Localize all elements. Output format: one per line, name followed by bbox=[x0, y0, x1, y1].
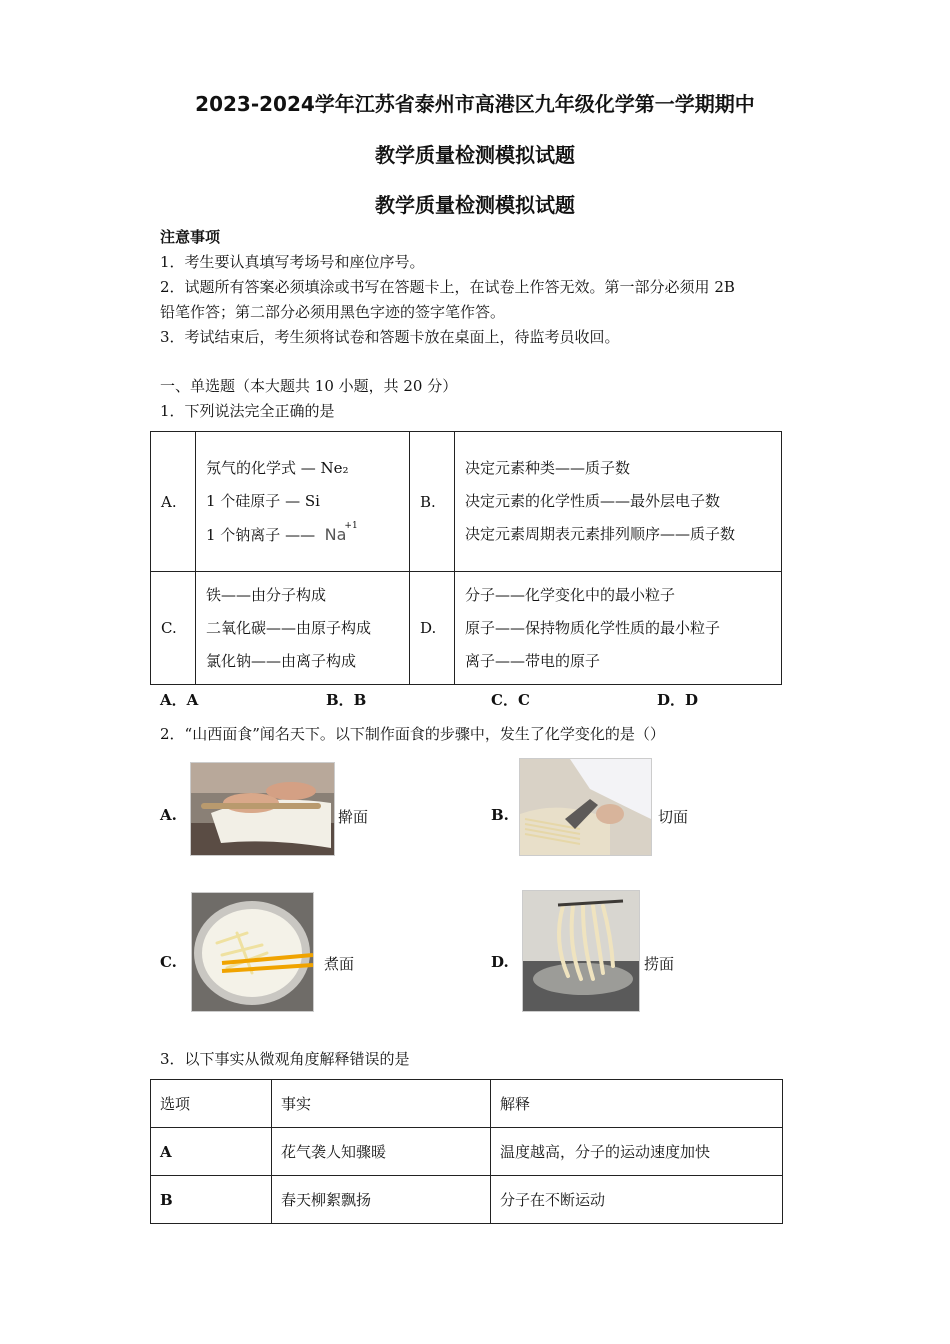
q3-stem: 3．以下事实从微观角度解释错误的是 bbox=[160, 1050, 410, 1068]
q3-header-explanation: 解释 bbox=[491, 1080, 783, 1128]
q3-row-a-explanation: 温度越高，分子的运动速度加快 bbox=[491, 1128, 783, 1176]
q1-b-line-1: 决定元素种类——质子数 bbox=[465, 459, 631, 477]
q1-d-line-1: 分子——化学变化中的最小粒子 bbox=[465, 585, 676, 604]
page-subtitle-repeat: 教学质量检测模拟试题 bbox=[375, 193, 575, 217]
q2-d-caption: 捞面 bbox=[644, 955, 675, 973]
q2-a-caption: 擀面 bbox=[338, 808, 369, 826]
q1-b-label: B. bbox=[410, 432, 455, 572]
q1-c-line-3: 氯化钠——由离子构成 bbox=[206, 651, 357, 670]
q1-c-label: C. bbox=[151, 572, 196, 685]
q1-a-content bbox=[196, 432, 410, 572]
q1-a-label: A. bbox=[151, 432, 196, 572]
notice-item-2b: 铅笔作答；第二部分必须用黑色字迹的签字笔作答。 bbox=[160, 303, 506, 321]
q1-option-d[interactable]: D．D bbox=[657, 691, 699, 709]
q3-row-a-option: A bbox=[151, 1128, 272, 1176]
section-heading: 一、单选题（本大题共 10 小题，共 20 分） bbox=[160, 377, 458, 395]
q1-a-line-3-text: 1 个钠离子 —— bbox=[206, 526, 316, 544]
q1-option-c[interactable]: C．C bbox=[491, 691, 530, 709]
notice-item-3: 3．考试结束后，考生须将试卷和答题卡放在桌面上，待监考员收回。 bbox=[160, 328, 620, 346]
q3-row-b-option: B bbox=[151, 1176, 272, 1224]
q3-row-b-explanation: 分子在不断运动 bbox=[491, 1176, 783, 1224]
q3-header-fact: 事实 bbox=[272, 1080, 491, 1128]
q1-d-content bbox=[455, 572, 782, 685]
q1-stem: 1．下列说法完全正确的是 bbox=[160, 402, 335, 420]
q1-b-line-2: 决定元素的化学性质——最外层电子数 bbox=[465, 492, 721, 510]
q3-row-a-fact: 花气袭人知骤暖 bbox=[272, 1128, 491, 1176]
sodium-ion-charge: +1 bbox=[344, 521, 358, 531]
q1-c-content bbox=[196, 572, 410, 685]
q1-option-a[interactable]: A．A bbox=[160, 691, 199, 709]
q1-d-line-2: 原子——保持物质化学性质的最小粒子 bbox=[465, 618, 721, 637]
q2-b-label[interactable]: B. bbox=[491, 806, 509, 824]
scooping-noodles-photo bbox=[522, 890, 640, 1012]
q3-row-b-fact: 春天柳絮飘扬 bbox=[272, 1176, 491, 1224]
notice-item-1: 1．考生要认真填写考场号和座位序号。 bbox=[160, 253, 425, 271]
q1-c-line-1: 铁——由分子构成 bbox=[206, 585, 327, 604]
cutting-noodles-photo bbox=[519, 758, 652, 856]
q3-header-option: 选项 bbox=[151, 1080, 272, 1128]
page-subtitle: 教学质量检测模拟试题 bbox=[375, 143, 575, 167]
q1-option-b[interactable]: B．B bbox=[326, 691, 367, 709]
q1-c-line-2: 二氧化碳——由原子构成 bbox=[206, 618, 372, 637]
boiling-noodles-photo bbox=[191, 892, 314, 1012]
q2-d-label[interactable]: D. bbox=[491, 953, 509, 971]
q1-options-table bbox=[150, 431, 782, 685]
q1-a-line-1: 氖气的化学式 — Ne₂ bbox=[206, 459, 349, 477]
q2-a-label[interactable]: A. bbox=[160, 806, 177, 824]
q2-stem: 2．“山西面食”闻名天下。以下制作面食的步骤中，发生了化学变化的是（） bbox=[160, 725, 665, 743]
notice-item-2a: 2．试题所有答案必须填涂或书写在答题卡上，在试卷上作答无效。第一部分必须用 2B bbox=[160, 278, 735, 296]
q1-a-line-2: 1 个硅原子 — Si bbox=[206, 492, 320, 510]
q2-b-caption: 切面 bbox=[658, 808, 689, 826]
table-row bbox=[151, 1176, 783, 1224]
notice-heading: 注意事项 bbox=[160, 228, 221, 246]
q1-d-line-3: 离子——带电的原子 bbox=[465, 651, 601, 670]
page-title: 2023-2024学年江苏省泰州市高港区九年级化学第一学期期中 bbox=[195, 92, 755, 116]
table-row bbox=[151, 1128, 783, 1176]
sodium-ion-symbol: Na bbox=[324, 525, 347, 544]
q2-c-label[interactable]: C. bbox=[160, 953, 177, 971]
q1-b-line-3: 决定元素周期表元素排列顺序——质子数 bbox=[465, 525, 736, 543]
q1-d-label: D. bbox=[410, 572, 455, 685]
q2-c-caption: 煮面 bbox=[324, 955, 355, 973]
q1-b-content bbox=[455, 432, 782, 572]
q3-table bbox=[150, 1079, 783, 1224]
q1-a-line-3 bbox=[196, 518, 409, 551]
rolling-dough-photo bbox=[190, 762, 335, 856]
